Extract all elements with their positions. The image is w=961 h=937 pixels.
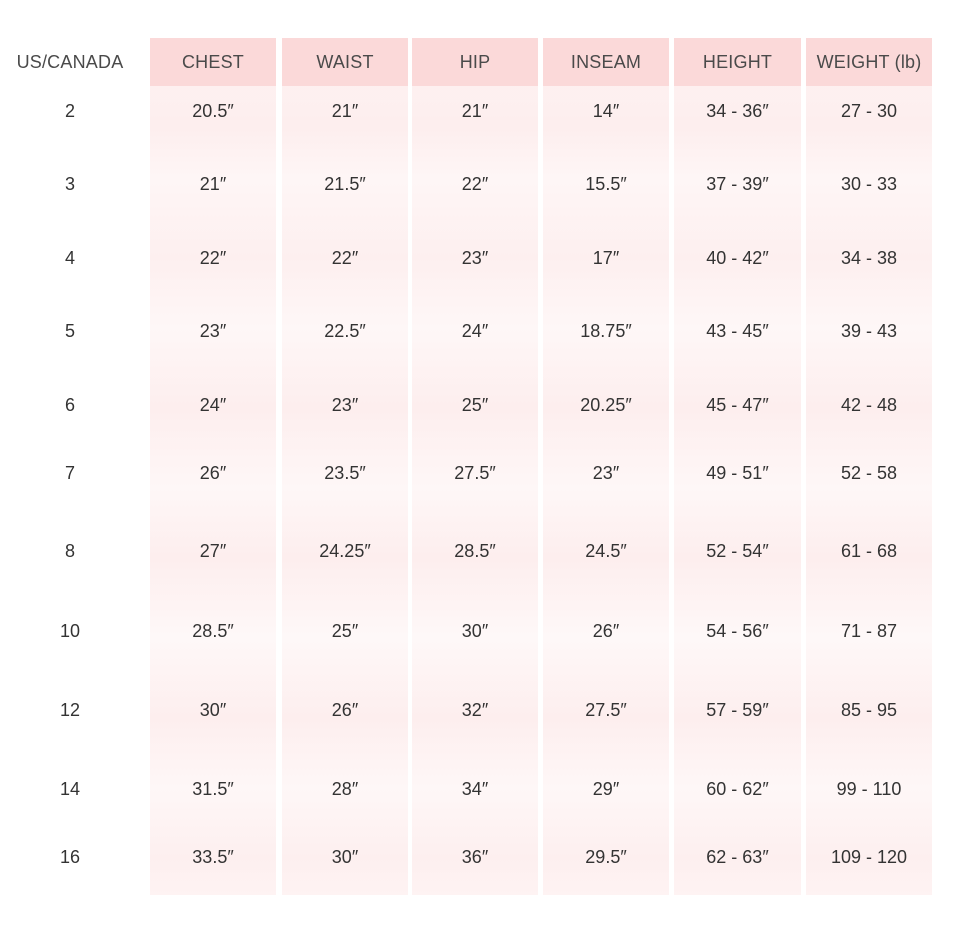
cell-chest: 30″ xyxy=(199,700,227,720)
cell-weight: 71 - 87 xyxy=(840,621,898,641)
cell-weight: 61 - 68 xyxy=(840,541,898,561)
cell-waist: 26″ xyxy=(331,700,359,720)
cell-inseam: 24.5″ xyxy=(585,541,627,561)
cell-weight: 99 - 110 xyxy=(836,779,902,799)
cell-weight: 85 - 95 xyxy=(840,700,898,720)
column-hip xyxy=(412,38,538,895)
header-weight: WEIGHT (lb) xyxy=(806,38,932,86)
cell-size: 14 xyxy=(59,779,81,799)
cell-weight: 30 - 33 xyxy=(840,174,898,194)
cell-height: 43 - 45″ xyxy=(706,321,769,341)
cell-hip: 25″ xyxy=(461,395,489,415)
cell-hip: 36″ xyxy=(461,847,489,867)
column-height xyxy=(674,38,801,895)
cell-weight: 109 - 120 xyxy=(830,847,908,867)
cell-inseam: 23″ xyxy=(592,463,620,483)
cell-chest: 31.5″ xyxy=(192,779,234,799)
cell-hip: 24″ xyxy=(461,321,489,341)
cell-height: 49 - 51″ xyxy=(706,463,769,483)
cell-height: 54 - 56″ xyxy=(706,621,769,641)
cell-waist: 23.5″ xyxy=(324,463,366,483)
cell-hip: 28.5″ xyxy=(454,541,496,561)
cell-chest: 23″ xyxy=(199,321,227,341)
cell-weight: 34 - 38 xyxy=(840,248,898,268)
cell-weight: 42 - 48 xyxy=(840,395,898,415)
column-weight xyxy=(806,38,932,895)
cell-chest: 28.5″ xyxy=(192,621,234,641)
cell-size: 4 xyxy=(64,248,75,268)
cell-hip: 23″ xyxy=(461,248,489,268)
cell-weight: 39 - 43 xyxy=(840,321,898,341)
cell-height: 52 - 54″ xyxy=(706,541,769,561)
cell-inseam: 17″ xyxy=(592,248,620,268)
cell-inseam: 26″ xyxy=(592,621,620,641)
cell-waist: 21″ xyxy=(331,101,359,121)
column-chest xyxy=(150,38,276,895)
header-inseam: INSEAM xyxy=(543,38,669,86)
cell-hip: 30″ xyxy=(461,621,489,641)
cell-size: 3 xyxy=(64,174,75,194)
cell-height: 62 - 63″ xyxy=(706,847,769,867)
cell-chest: 33.5″ xyxy=(192,847,234,867)
cell-size: 7 xyxy=(64,463,75,483)
cell-hip: 27.5″ xyxy=(454,463,496,483)
cell-inseam: 20.25″ xyxy=(580,395,632,415)
cell-hip: 32″ xyxy=(461,700,489,720)
cell-waist: 25″ xyxy=(331,621,359,641)
cell-hip: 21″ xyxy=(461,101,489,121)
cell-height: 34 - 36″ xyxy=(706,101,769,121)
cell-inseam: 27.5″ xyxy=(585,700,627,720)
cell-waist: 22″ xyxy=(331,248,359,268)
header-hip: HIP xyxy=(412,38,538,86)
cell-waist: 21.5″ xyxy=(324,174,366,194)
cell-hip: 22″ xyxy=(461,174,489,194)
cell-size: 16 xyxy=(59,847,81,867)
column-inseam xyxy=(543,38,669,895)
cell-chest: 20.5″ xyxy=(192,101,234,121)
cell-inseam: 29″ xyxy=(592,779,620,799)
cell-inseam: 15.5″ xyxy=(585,174,627,194)
cell-height: 40 - 42″ xyxy=(706,248,769,268)
cell-size: 5 xyxy=(64,321,75,341)
cell-size: 12 xyxy=(59,700,81,720)
cell-waist: 28″ xyxy=(331,779,359,799)
cell-size: 8 xyxy=(64,541,75,561)
cell-height: 37 - 39″ xyxy=(706,174,769,194)
cell-waist: 23″ xyxy=(331,395,359,415)
cell-chest: 24″ xyxy=(199,395,227,415)
cell-inseam: 18.75″ xyxy=(580,321,632,341)
cell-size: 10 xyxy=(59,621,81,641)
header-height: HEIGHT xyxy=(674,38,801,86)
cell-weight: 27 - 30 xyxy=(840,101,898,121)
cell-hip: 34″ xyxy=(461,779,489,799)
cell-weight: 52 - 58 xyxy=(840,463,898,483)
header-waist: WAIST xyxy=(282,38,408,86)
column-size xyxy=(0,38,140,895)
cell-size: 6 xyxy=(64,395,75,415)
cell-height: 57 - 59″ xyxy=(706,700,769,720)
cell-chest: 27″ xyxy=(199,541,227,561)
cell-waist: 22.5″ xyxy=(324,321,366,341)
cell-waist: 30″ xyxy=(331,847,359,867)
cell-chest: 26″ xyxy=(199,463,227,483)
cell-inseam: 14″ xyxy=(592,101,620,121)
cell-chest: 21″ xyxy=(199,174,227,194)
header-size: US/CANADA xyxy=(16,51,124,72)
cell-chest: 22″ xyxy=(199,248,227,268)
cell-size: 2 xyxy=(64,101,75,121)
header-chest: CHEST xyxy=(150,38,276,86)
column-waist xyxy=(282,38,408,895)
cell-waist: 24.25″ xyxy=(319,541,371,561)
cell-inseam: 29.5″ xyxy=(585,847,627,867)
cell-height: 60 - 62″ xyxy=(706,779,769,799)
cell-height: 45 - 47″ xyxy=(706,395,769,415)
